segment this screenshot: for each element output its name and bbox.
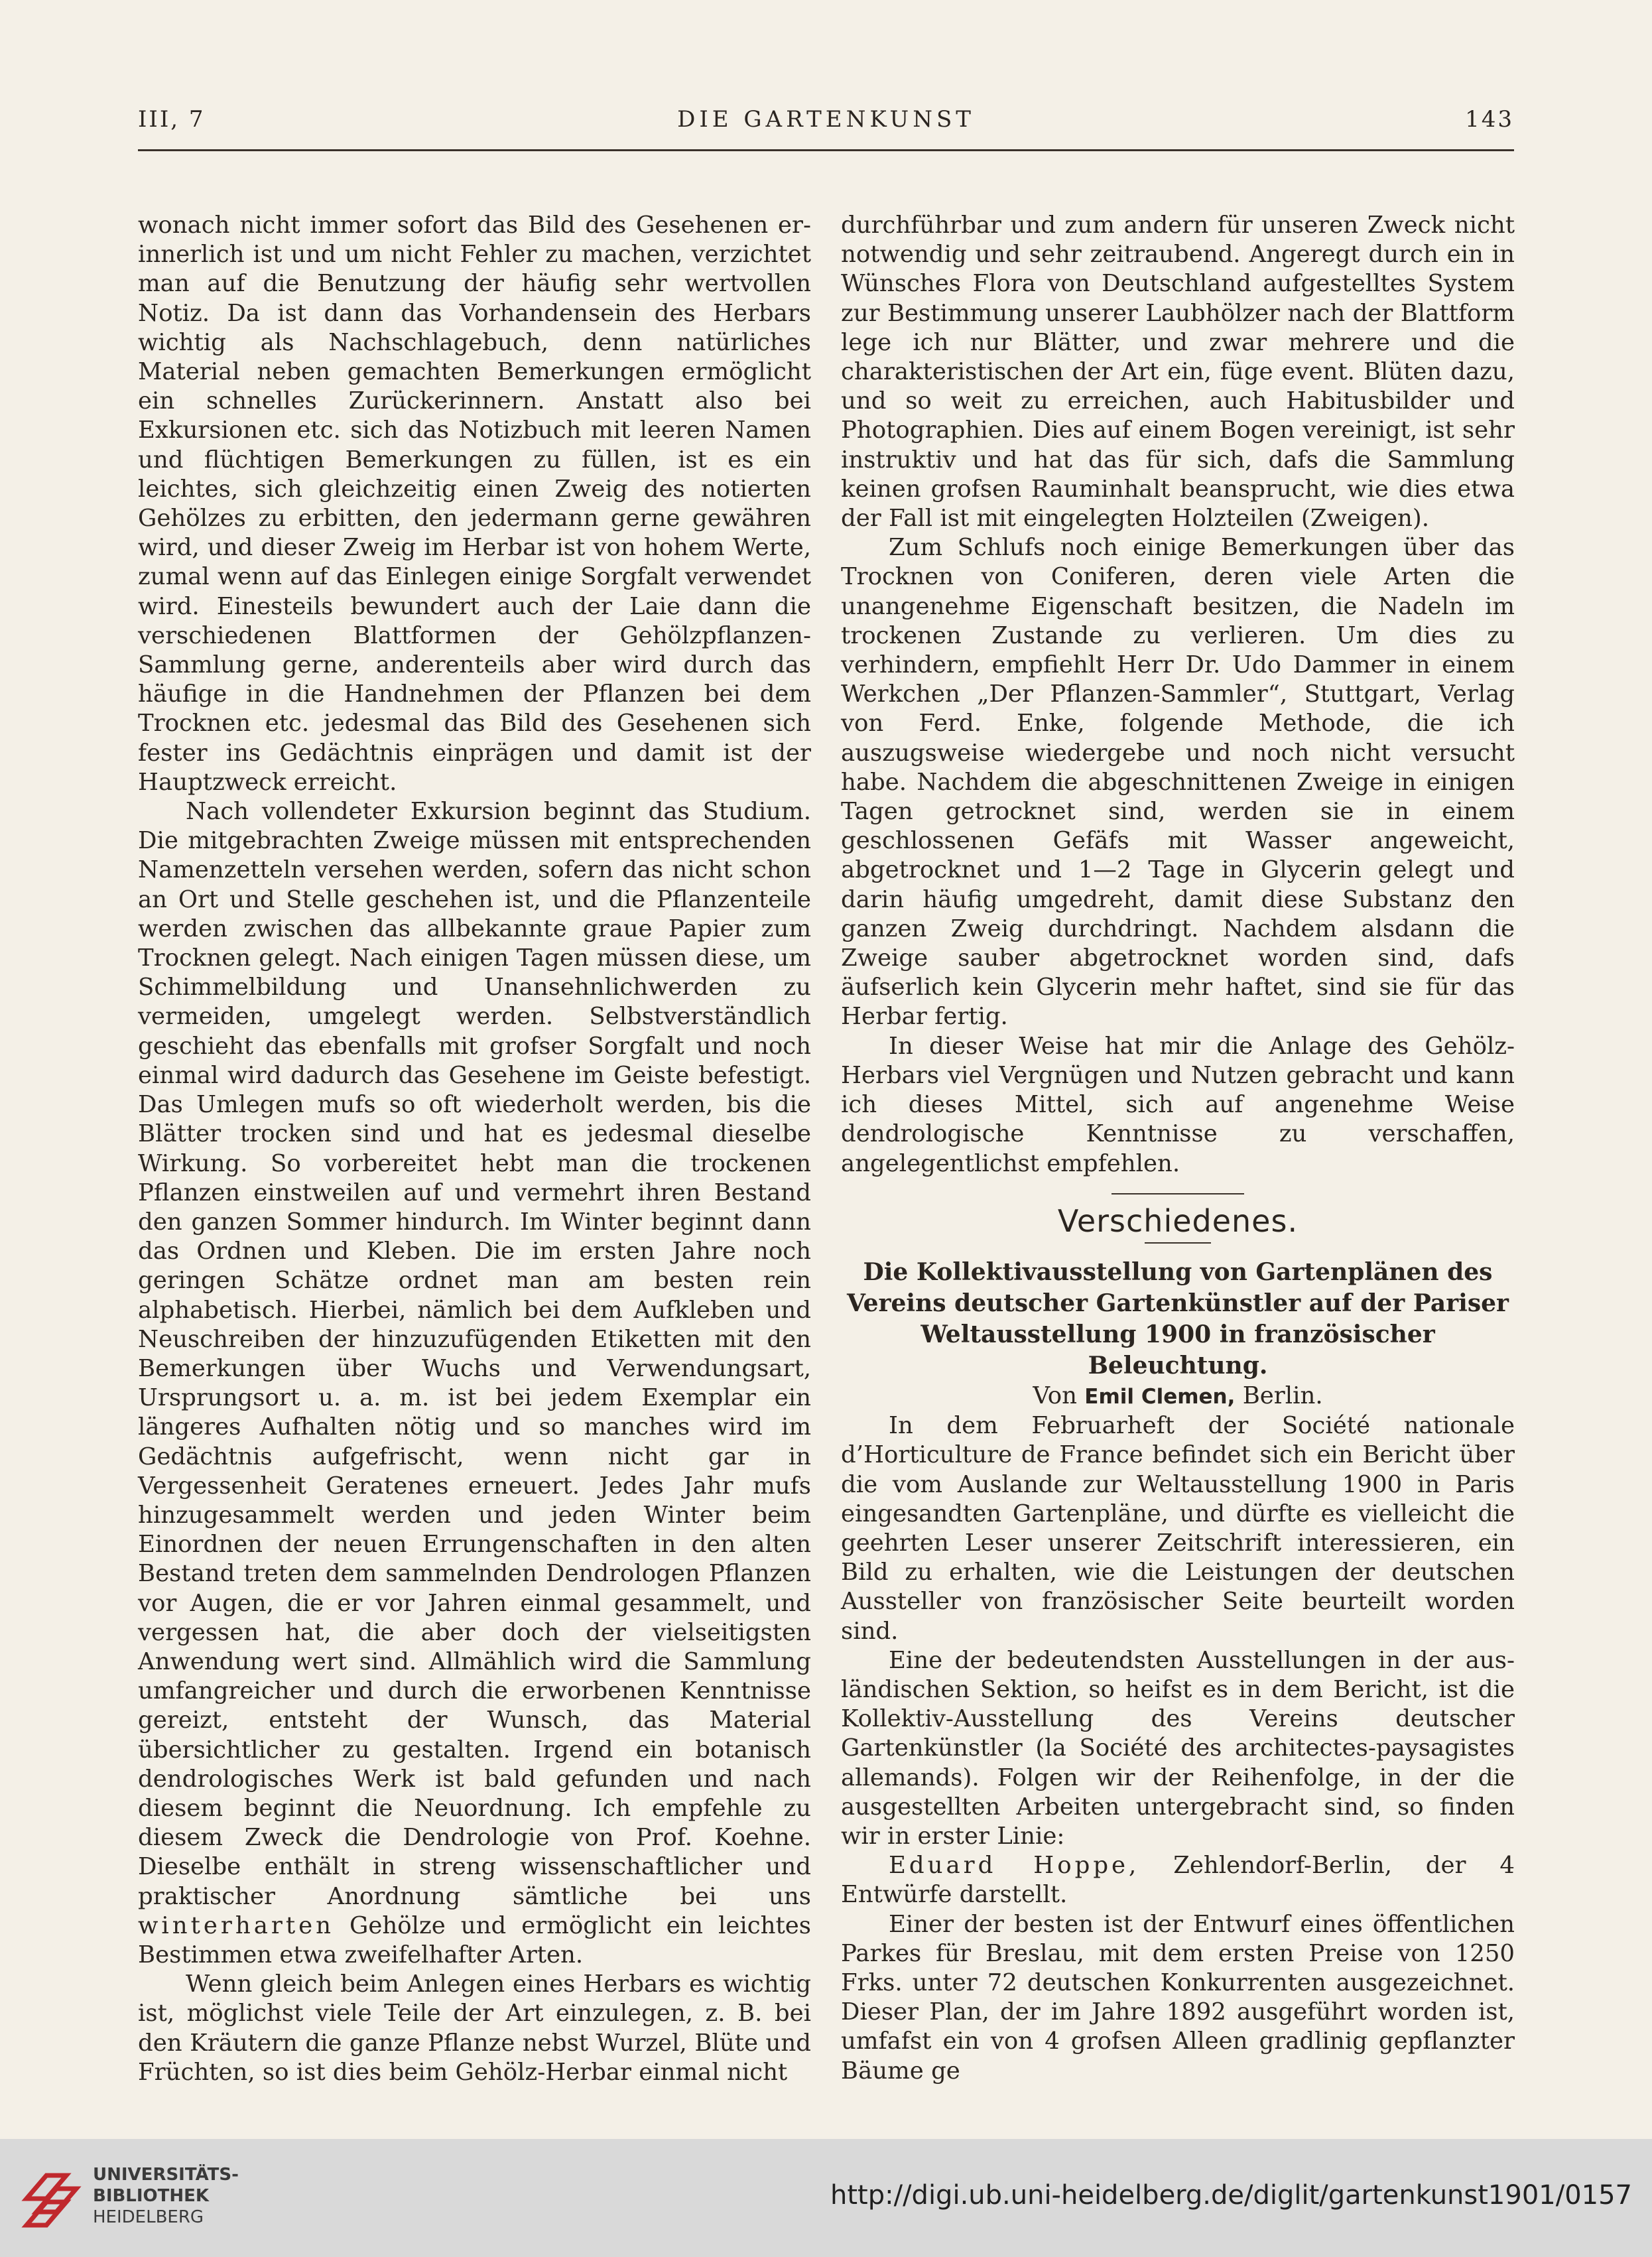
right-paragraph-3: In dieser Weise hat mir die Anlage des Gehölz-Herbars viel Vergnügen und Nutzen gebracht und kann ich dieses Mittel, sich auf angenehme Weise dendrologische Kenntnisse zu verschaffen, angelegentlichst empfehlen. xyxy=(841,1032,1515,1177)
exhibitor-name: Eduard Hoppe, xyxy=(889,1852,1140,1880)
byline: Von Emil Clemen, Berlin. xyxy=(1033,1382,1323,1409)
right-paragraph-1: durchführbar und zum andern für unseren Zweck nicht notwendig und sehr zeitraubend. Angeregt durch ein in Wünsches Flora von Deutschland aufgestelltes System zur Bestimmung unserer Laubhölzer nach der Blattform lege ich nur Blätter, und zwar mehrere und die charakteristischen der Art ein, füge event. Blüten dazu, und so weit zu erreichen, auch Habitusbilder und Photographien. Dies auf einem Bogen vereinigt, ist sehr instruktiv und hat das für sich, dafs die Sammlung keinen grofsen Rauminhalt beansprucht, wie dies etwa der Fall ist mit eingelegten Holzteilen (Zweigen). xyxy=(841,212,1515,533)
right-paragraph-2: Zum Schlufs noch einige Bemerkungen über das Trocknen von Coniferen, deren viele Arten die unangenehme Eigenschaft besitzen, die Nadeln im trockenen Zustande zu verlieren. Um dies zu verhindern, empfiehlt Herr Dr. Udo Dammer in einem Werkchen „Der Pflanzen-Sammler“, Stuttgart, Verlag von Ferd. Enke, folgende Methode, die ich auszugsweise wiedergebe und noch nicht versucht habe. Nachdem die abgeschnittenen Zweige in einigen Tagen getrocknet sind, werden sie in einem geschlossenen Gefäfs mit Wasser angeweicht, abgetrocknet und 1—2 Tage in Glycerin gelegt und darin häufig umgedreht, damit diese Substanz den ganzen Zweig durchdringt. Nachdem alsdann die Zweige sauber abgetrocknet worden sind, dafs äufserlich kein Glycerin mehr haftet, sind sie für das Herbar fertig. xyxy=(841,534,1515,1031)
left-paragraph-2: Nach vollendeter Exkursion beginnt das Studium. Die mitgebrachten Zweige müssen mit entsprechenden Namenzetteln versehen werden, sofern das nicht schon an Ort und Stelle geschehen ist, und die Pflanzenteile werden zwischen das allbekannte graue Papier zum Trocknen gelegt. Nach einigen Tagen müssen diese, um Schimmelbildung und Unansehnlichwerden zu vermeiden, umgelegt werden. Selbstverständlich geschieht das ebenfalls mit grofser Sorgfalt und noch einmal wird dadurch das Gesehene im Geiste befestigt. Das Umlegen mufs so oft wiederholt werden, bis die Blätter trocken sind und hat es jedesmal dieselbe Wirkung. So vorbereitet hebt man die trockenen Pflanzen einstweilen auf und vermehrt ihren Bestand den ganzen Sommer hindurch. Im Winter beginnt dann das Ordnen und Kleben. Die im ersten Jahre noch geringen Schätze ordnet man am besten rein alphabetisch. Hierbei, nämlich bei dem Aufkleben und Neuschreiben der hinzuzufügenden Etiketten mit den Bemerkungen über Wuchs und Verwendungsart, Ursprungsort u. a. m. ist bei jedem Exemplar ein längeres Aufhalten nötig und so manches wird im Gedächtnis aufgefrischt, wenn nicht gar in Vergessenheit Geratenes erneuert. Jedes Jahr mufs hinzugesammelt werden und jeden Winter beim Einordnen der neuen Errungenschaften in den alten Bestand treten dem sammelnden Dendrologen Pflanzen vor Augen, die er vor Jahren einmal gesammelt, und vergessen hat, die aber doch der vielseitigsten Anwendung wert sind. Allmählich wird die Sammlung umfangreicher und durch die erworbenen Kenntnisse gereizt, entsteht der Wunsch, das Material übersichtlicher zu gestalten. Irgend ein botanisch dendrologisches Werk ist bald gefunden und nach diesem beginnt die Neuordnung. Ich empfehle zu diesem Zweck die Dendrologie von Prof. Koehne. Dieselbe enthält in streng wissenschaftlicher und praktischer Anordnung sämtliche bei uns winterharten Gehölze und ermöglicht ein leichtes Bestimmen etwa zweifelhafter Arten. xyxy=(138,798,811,1968)
section-divider xyxy=(1112,1193,1244,1194)
library-logo-icon xyxy=(20,2159,86,2238)
source-url-link[interactable]: http://digi.ub.uni-heidelberg.de/diglit/gartenkunst1901/0157 xyxy=(830,2180,1632,2211)
left-column xyxy=(138,211,811,2087)
author-name: Emil Clemen, xyxy=(1084,1384,1236,1409)
running-head xyxy=(138,106,1514,139)
article-paragraph-1: In dem Februarheft der Société nationale d’Horticulture de France befindet sich ein Bericht über die vom Auslande zur Weltausstellung 1900 in Paris eingesandten Gartenpläne, und dürfte es vielleicht die geehrten Leser unserer Zeitschrift interessieren, ein Bild zu erhalten, wie die Leistungen der deutschen Aussteller von französischer Seite beurteilt worden sind. xyxy=(841,1412,1515,1645)
section-title: Verschiedenes. xyxy=(1057,1202,1299,1239)
article-paragraph-2: Eine der bedeutendsten Ausstellungen in der ausländischen Sektion, so heifst es in dem Bericht, ist die Kollektiv-Ausstellung des Vereins deutscher Gartenkünstler (la Société des architectes-paysagistes allemands). Folgen wir der Reihenfolge, in der die ausgestellten Arbeiten untergebracht sind, so finden wir in erster Linie: xyxy=(841,1646,1515,1850)
header-rule xyxy=(138,149,1514,151)
article-title: Die Kollektivausstellung von Gartenplänen des Vereins deutscher Gartenkünstler auf der Pariser Weltausstellung 1900 in französischer Beleuchtung. xyxy=(846,1257,1509,1380)
right-column xyxy=(841,211,1515,2086)
left-paragraph-1: wonach nicht immer sofort das Bild des Gesehenen erinnerlich ist und um nicht Fehler zu machen, verzichtet man auf die Benutzung der häufig sehr wertvollen Notiz. Da ist dann das Vorhandensein des Herbars wichtig als Nachschlagebuch, denn natürliches Material neben gemachten Bemerkungen ermöglicht ein schnelles Zurückerinnern. Anstatt also bei Exkursionen etc. sich das Notizbuch mit leeren Namen und flüchtigen Bemerkungen zu füllen, ist es ein leichtes, sich gleichzeitig einen Zweig des notierten Gehölzes zu erbitten, den jedermann gerne gewähren wird, und dieser Zweig im Herbar ist von hohem Werte, zumal wenn auf das Einlegen einige Sorgfalt verwendet wird. Einesteils bewundert auch der Laie dann die verschiedenen Blattformen der Gehölzpflanzen-Sammlung gerne, anderenteils aber wird durch das häufige in die Handnehmen der Pflanzen bei dem Trocknen etc. jedesmal das Bild des Gesehenen sich fester ins Gedächtnis einprägen und damit ist der Hauptzweck erreicht. xyxy=(138,212,811,796)
title-divider xyxy=(1145,1242,1211,1244)
library-name: UNIVERSITÄTS- BIBLIOTHEK HEIDELBERG xyxy=(93,2165,239,2227)
article-paragraph-4: Einer der besten ist der Entwurf eines öffentlichen Parkes für Breslau, mit dem ersten Preise von 1250 Frks. unter 72 deutschen Konkurrenten ausgezeichnet. Dieser Plan, der im Jahre 1892 ausgeführt worden ist, umfafst ein von 4 grofsen Alleen gradlinig gepflanzter Bäume ge xyxy=(841,1910,1515,2085)
library-footer xyxy=(0,2139,1652,2257)
left-paragraph-3: Wenn gleich beim Anlegen eines Herbars es wichtig ist, möglichst viele Teile der Art einzulegen, z. B. bei den Kräutern die ganze Pflanze nebst Wurzel, Blüte und Früchten, so ist dies beim Gehölz-Herbar einmal nicht xyxy=(138,1970,811,2086)
volume-issue: III, 7 xyxy=(138,106,206,133)
article-paragraph-3: Eduard Hoppe, Zehlendorf-Berlin, der 4 Entwürfe darstellt. xyxy=(841,1852,1515,1909)
page-number: 143 xyxy=(1465,106,1514,133)
journal-title: DIE GARTENKUNST xyxy=(677,106,975,133)
spaced-word: winterharten xyxy=(138,1911,334,1939)
